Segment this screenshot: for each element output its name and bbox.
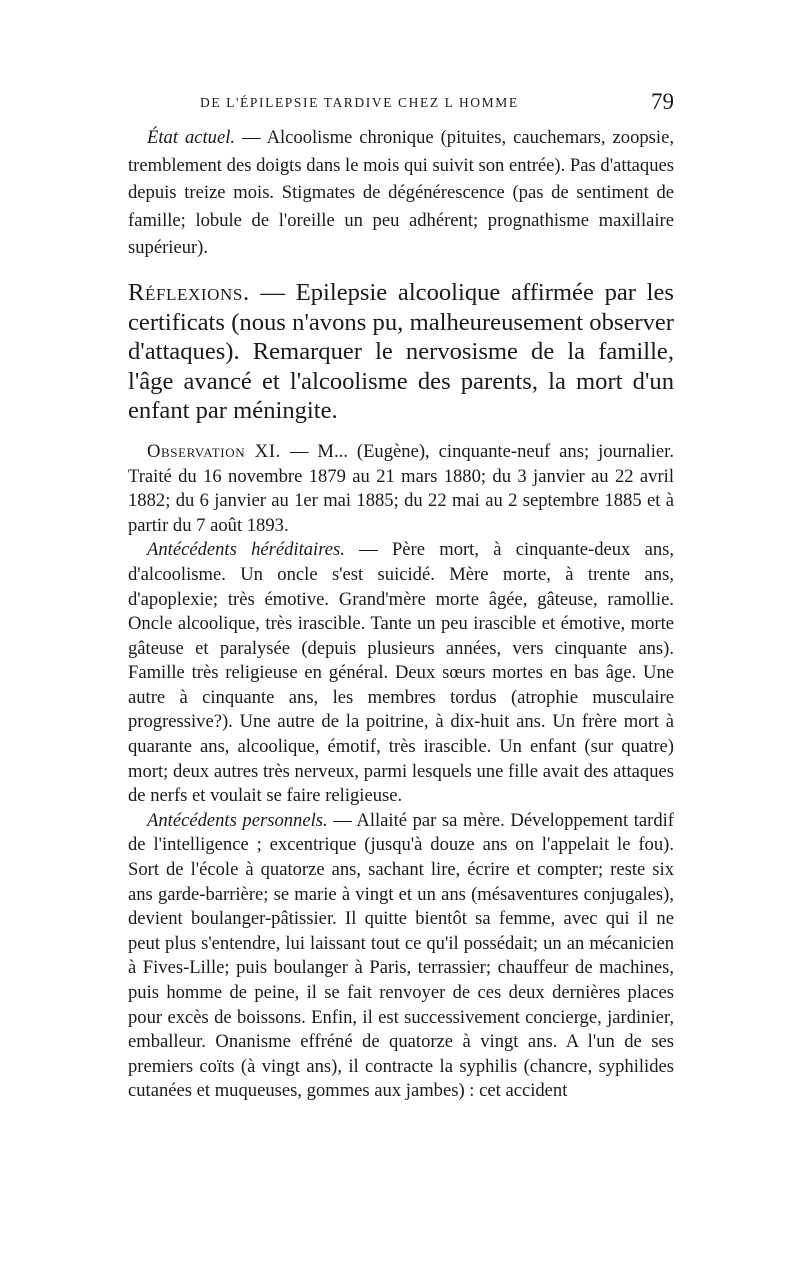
page-number: 79 [651, 89, 674, 114]
paragraph-lead-reflexions: Réflexions. [128, 278, 250, 306]
body-text [128, 124, 674, 1104]
paragraph-etat-actuel [128, 124, 674, 262]
page-header [128, 91, 674, 119]
paragraph-antecedents-personnels [128, 809, 674, 1104]
paragraph-lead-antecedents-personnels: Antécédents personnels. [147, 809, 328, 831]
paragraph-text-antecedents-hereditaires: — Père mort, à cinquante-deux ans, d'alcoolisme. Un oncle s'est suicidé. Mère morte, à trente ans, d'apoplexie; très émotive. Grand'mère morte âgée, gâteuse, ramollie. Oncle alcoolique, très irascible. Tante un peu irascible et émotive, morte gâteuse et paralysée (depuis plusieurs années, vers cinquante ans). Famille très religieuse en général. Deux sœurs mortes en bas âge. Une autre à cinquante ans, les membres tordus (atrophie musculaire progressive?). Une autre de la poitrine, à dix-huit ans. Un frère mort à quarante ans, alcoolique, émotif, très irascible. Un enfant (sur quatre) mort; deux autres très nerveux, parmi lesquels une fille avait des attaques de nerfs et voulait se faire religieuse. [128, 539, 675, 807]
paragraph-antecedents-hereditaires [128, 538, 674, 809]
paragraph-reflexions [128, 278, 674, 426]
running-head: DE L'ÉPILEPSIE TARDIVE CHEZ L HOMME [200, 95, 519, 110]
paragraph-lead-etat-actuel: État actuel. [147, 127, 236, 148]
paragraph-lead-observation: Observation XI. [147, 440, 281, 462]
paragraph-lead-antecedents-hereditaires: Antécédents héréditaires. [147, 539, 345, 561]
paragraph-text-reflexions: — Epilepsie alcoolique affirmée par les certificats (nous n'avons pu, malheureusement observer d'attaques). Remarquer le nervosisme de la famille, l'âge avancé et l'alcoolisme des parents, la mort d'un enfant par méningite. [128, 278, 674, 425]
paragraph-text-antecedents-personnels: — Allaité par sa mère. Développement tardif de l'intelligence ; excentrique (jusqu'à douze ans on l'appelait le fou). Sort de l'école à quatorze ans, sachant lire, écrire et compter; reste six ans garde-barrière; se marie à vingt et un ans (mésaventures conjugales), devient boulanger-pâtissier. Il quitte bientôt sa femme, avec qui il ne peut plus s'entendre, lui laissant tout ce qu'il possédait; un an mécanicien à Fives-Lille; puis boulanger à Paris, terrassier; chauffeur de machines, puis homme de peine, il se fait renvoyer de ces deux dernières places pour excès de boissons. Enfin, il est successivement concierge, jardinier, emballeur. Onanisme effréné de quatorze à vingt ans. A l'un de ses premiers coïts (à vingt ans), il contracte la syphilis (chancre, syphilides cutanées et muqueuses, gommes aux jambes) : cet accident [128, 809, 674, 1102]
paragraph-text-observation: — M... (Eugène), cinquante-neuf ans; journalier. Traité du 16 novembre 1879 au 21 mars 1880; du 3 janvier au 22 avril 1882; du 6 janvier au 1er mai 1885; du 22 mai au 2 septembre 1885 et à partir du 7 août 1893. [128, 440, 674, 536]
paragraph-observation [128, 440, 674, 538]
paragraph-text-etat-actuel: — Alcoolisme chronique (pituites, cauchemars, zoopsie, tremblement des doigts dans le mois qui suivit son entrée). Pas d'attaques depuis treize mois. Stigmates de dégénérescence (pas de sentiment de famille; lobule de l'oreille un peu adhérent; prognathisme maxillaire supérieur). [128, 127, 674, 259]
